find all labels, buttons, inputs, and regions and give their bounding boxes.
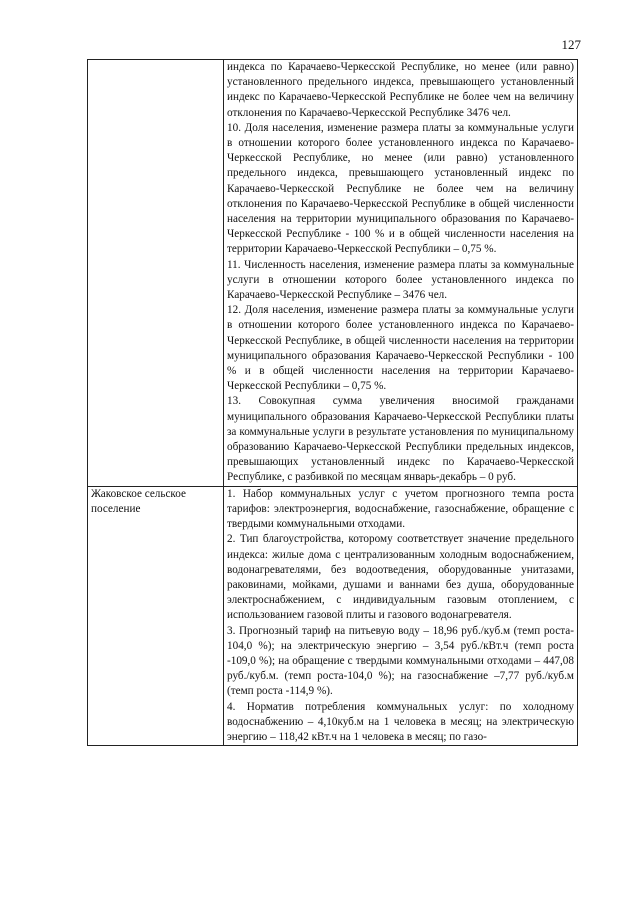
page-number: 127 bbox=[561, 37, 581, 52]
indicator-paragraph: 12. Доля населения, изменение размера платы за коммунальные услуги в отношении которого более установленного индекса по Карачаево-Черкесской Республике, в общей численности населения на территории муниципального образования Карачаево-Черкесской Республики - 100 % и в общей численности населения на территории Карачаево-Черкесской Республики – 0,75 %. bbox=[227, 304, 574, 393]
table-row bbox=[88, 60, 578, 487]
municipality-cell bbox=[88, 60, 224, 487]
table-row bbox=[88, 486, 578, 745]
municipality-cell: Жаковское сельское поселение bbox=[88, 486, 224, 745]
indicator-paragraph: 1. Набор коммунальных услуг с учетом прогнозного темпа роста тарифов: электроэнергия, водоснабжение, газоснабжение, обращение с твердыми коммунальными отходами. bbox=[227, 487, 574, 531]
indicator-paragraph: 3. Прогнозный тариф на питьевую воду – 18,96 руб./куб.м (темп роста- 104,0 %); на электрическую энергию – 3,54 руб./кВт.ч (темп роста -109,0 %); на обращение с твердыми коммунальными отходами – 447,08 руб./куб.м. (темп роста-104,0 %); на газоснабжение –7,77 руб./куб.м (темп роста -114,9 %). bbox=[227, 624, 574, 698]
indicator-paragraph: 11. Численность населения, изменение размера платы за коммунальные услуги в отношении которого более установленного индекса по Карачаево-Черкесской Республике – 3476 чел. bbox=[227, 258, 574, 302]
indicators-table bbox=[87, 59, 578, 746]
indicator-paragraph: 2. Тип благоустройства, которому соответствует значение предельного индекса: жилые дома с централизованным холодным водоснабжением, водонагревателями, без водоотведения, оборудованные унитазами, раковинами, мойками, душами и ваннами без душа, оборудованные электроснабжением, с индивидуальным газовым отоплением, с использованием газовой плиты и газового водонагревателя. bbox=[227, 533, 574, 622]
indicator-paragraph: 4. Норматив потребления коммунальных услуг: по холодному водоснабжению – 4,10куб.м на 1 человека в месяц; на электрическую энергию – 118,42 кВт.ч на 1 человека в месяц; по газо- bbox=[227, 700, 574, 743]
indicators-cell bbox=[224, 60, 578, 487]
indicators-cell bbox=[224, 486, 578, 745]
indicator-paragraph: 13. Совокупная сумма увеличения вносимой гражданами муниципального образования Карачаево-Черкесской Республики платы за коммунальные услуги в результате установления по муниципальному образованию Карачаево-Черкесской Республики предельных индексов, превышающих установленный индекс по Карачаево-Черкесской Республике, с разбивкой по месяцам январь-декабрь – 0 руб. bbox=[227, 395, 574, 484]
indicator-paragraph: 10. Доля населения, изменение размера платы за коммунальные услуги в отношении которого более установленного индекса по Карачаево-Черкесской Республике, но менее (или равно) установленного предельного индекса, превышающего установленный индекс по Карачаево-Черкесской Республике не более чем на величину отклонения по Карачаево-Черкесской Республике в общей численности населения на территории муниципального образования по Карачаево-Черкесской Республике - 100 % и в общей численности населения на территории Карачаево-Черкесской Республики – 0,75 %. bbox=[227, 121, 574, 256]
indicator-paragraph: индекса по Карачаево-Черкесской Республике, но менее (или равно) установленного предельного индекса, превышающего установленный индекс по Карачаево-Черкесской Республике не более чем на величину отклонения по Карачаево-Черкесской Республике 3476 чел. bbox=[227, 61, 574, 119]
